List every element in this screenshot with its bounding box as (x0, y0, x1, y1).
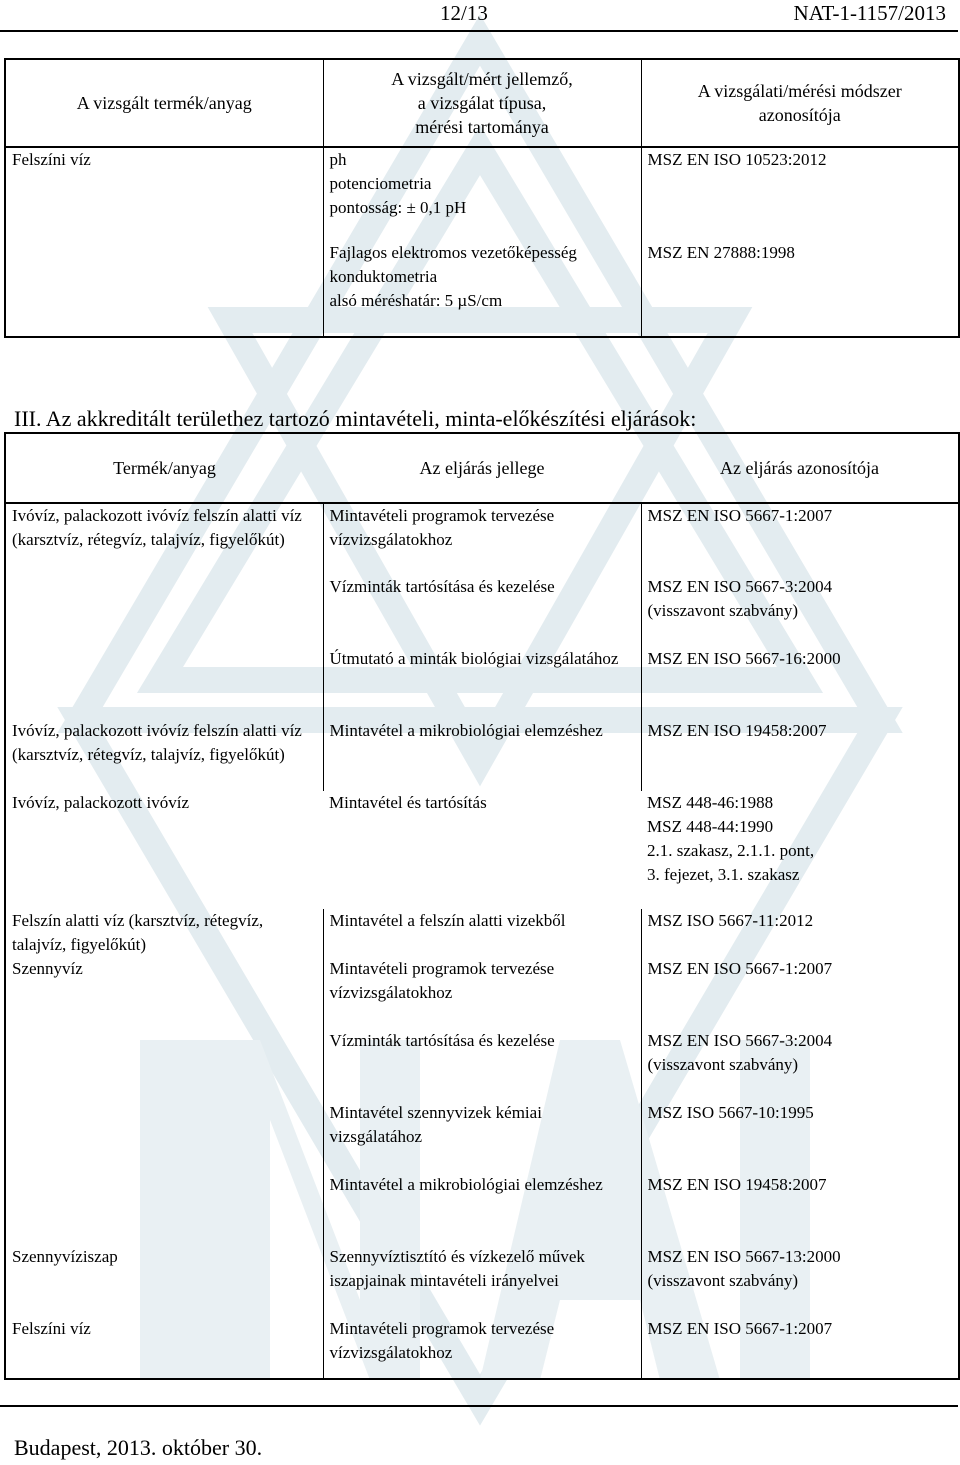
table-row (5, 909, 959, 957)
procedure-cell: Mintavételi programok tervezése vízvizsgálatokhoz (323, 1317, 641, 1379)
table-row (5, 1317, 959, 1379)
identifier-cell: MSZ ISO 5667-10:1995 (647, 1103, 814, 1122)
measurement-table (4, 58, 960, 338)
table-row (5, 1245, 959, 1317)
procedure-cell: Mintavételi programok tervezése vízvizsgálatokhoz (323, 957, 641, 1029)
method-cell: MSZ EN ISO 10523:2012 (641, 147, 959, 241)
procedure-cell: Vízminták tartósítása és kezelése (323, 1029, 641, 1101)
header-procedure: Az eljárás jellege (323, 433, 641, 503)
identifier-cell: MSZ EN ISO 5667-16:2000 (647, 649, 841, 668)
product-cell: Szennyvíz (5, 957, 323, 1245)
product-cell: Felszíni víz (5, 147, 323, 337)
table-row (5, 503, 959, 575)
identifier-cell: MSZ ISO 5667-11:2012 (647, 911, 814, 930)
procedure-cell: Mintavétel szennyvizek kémiai vizsgálatához (323, 1101, 641, 1173)
identifier-cell: MSZ EN ISO 5667-1:2007 (647, 506, 833, 525)
table-header-row (5, 433, 959, 503)
sampling-procedures-table (4, 432, 960, 1380)
identifier-cell: MSZ EN ISO 5667-3:2004 (visszavont szabvány) (647, 577, 833, 620)
identifier-cell: MSZ EN ISO 5667-1:2007 (647, 959, 833, 978)
procedure-cell: Mintavétel a felszín alatti vizekből (323, 909, 641, 957)
header-product: A vizsgált termék/anyag (5, 59, 323, 147)
header-method: A vizsgálati/mérési módszer azonosítója (641, 59, 959, 147)
document-id: NAT-1-1157/2013 (793, 1, 946, 25)
product-cell: Ivóvíz, palackozott ivóvíz (12, 793, 190, 812)
header-product: Termék/anyag (5, 433, 323, 503)
method-cell: MSZ EN 27888:1998 (641, 241, 959, 337)
table-row (5, 791, 959, 909)
procedure-cell: Mintavételi programok tervezése vízvizsgálatokhoz (323, 503, 641, 575)
product-cell: Szennyvíziszap (5, 1245, 323, 1317)
property-cell: Fajlagos elektromos vezetőképesség konduktometria alsó méréshatár: 5 µS/cm (323, 241, 641, 337)
table-row (5, 147, 959, 241)
procedure-cell: Útmutató a minták biológiai vizsgálatához (323, 647, 641, 719)
procedure-cell: Vízminták tartósítása és kezelése (323, 575, 641, 647)
product-cell: Ivóvíz, palackozott ivóvíz felszín alatti víz (karsztvíz, rétegvíz, talajvíz, figyelőkút) (5, 719, 323, 791)
procedure-cell: Mintavétel és tartósítás (329, 793, 487, 812)
product-cell: Felszíni víz (5, 1317, 323, 1379)
table-row (5, 957, 959, 1029)
header-rule (0, 30, 958, 32)
procedure-cell: Mintavétel a mikrobiológiai elemzéshez (323, 719, 641, 791)
section-title: III. Az akkreditált területhez tartozó mintavételi, minta-előkészítési eljárások: (14, 406, 697, 431)
table-row (5, 719, 959, 791)
footer-rule (0, 1405, 958, 1407)
procedure-cell: Szennyvíztisztító és vízkezelő művek iszapjainak mintavételi irányelvei (323, 1245, 641, 1317)
identifier-cell: MSZ 448-46:1988 MSZ 448-44:1990 2.1. szakasz, 2.1.1. pont, 3. fejezet, 3.1. szakasz (647, 793, 815, 884)
header-identifier: Az eljárás azonosítója (641, 433, 959, 503)
property-cell: ph potenciometria pontosság: ± 0,1 pH (323, 147, 641, 241)
identifier-cell: MSZ EN ISO 19458:2007 (647, 721, 827, 740)
product-cell: Ivóvíz, palackozott ivóvíz felszín alatti víz (karsztvíz, rétegvíz, talajvíz, figyelőkút) (5, 503, 323, 719)
table-header-row (5, 59, 959, 147)
footer-place-date: Budapest, 2013. október 30. (14, 1435, 263, 1460)
page-number: 12/13 (440, 1, 488, 25)
procedure-cell: Mintavétel a mikrobiológiai elemzéshez (323, 1173, 641, 1245)
identifier-cell: MSZ EN ISO 5667-1:2007 (647, 1319, 833, 1338)
identifier-cell: MSZ EN ISO 5667-3:2004 (visszavont szabvány) (647, 1031, 833, 1074)
header-property: A vizsgált/mért jellemző, a vizsgálat típusa, mérési tartománya (323, 59, 641, 147)
identifier-cell: MSZ EN ISO 5667-13:2000 (visszavont szabvány) (647, 1247, 841, 1290)
identifier-cell: MSZ EN ISO 19458:2007 (647, 1175, 827, 1194)
product-cell: Felszín alatti víz (karsztvíz, rétegvíz, talajvíz, figyelőkút) (5, 909, 323, 957)
